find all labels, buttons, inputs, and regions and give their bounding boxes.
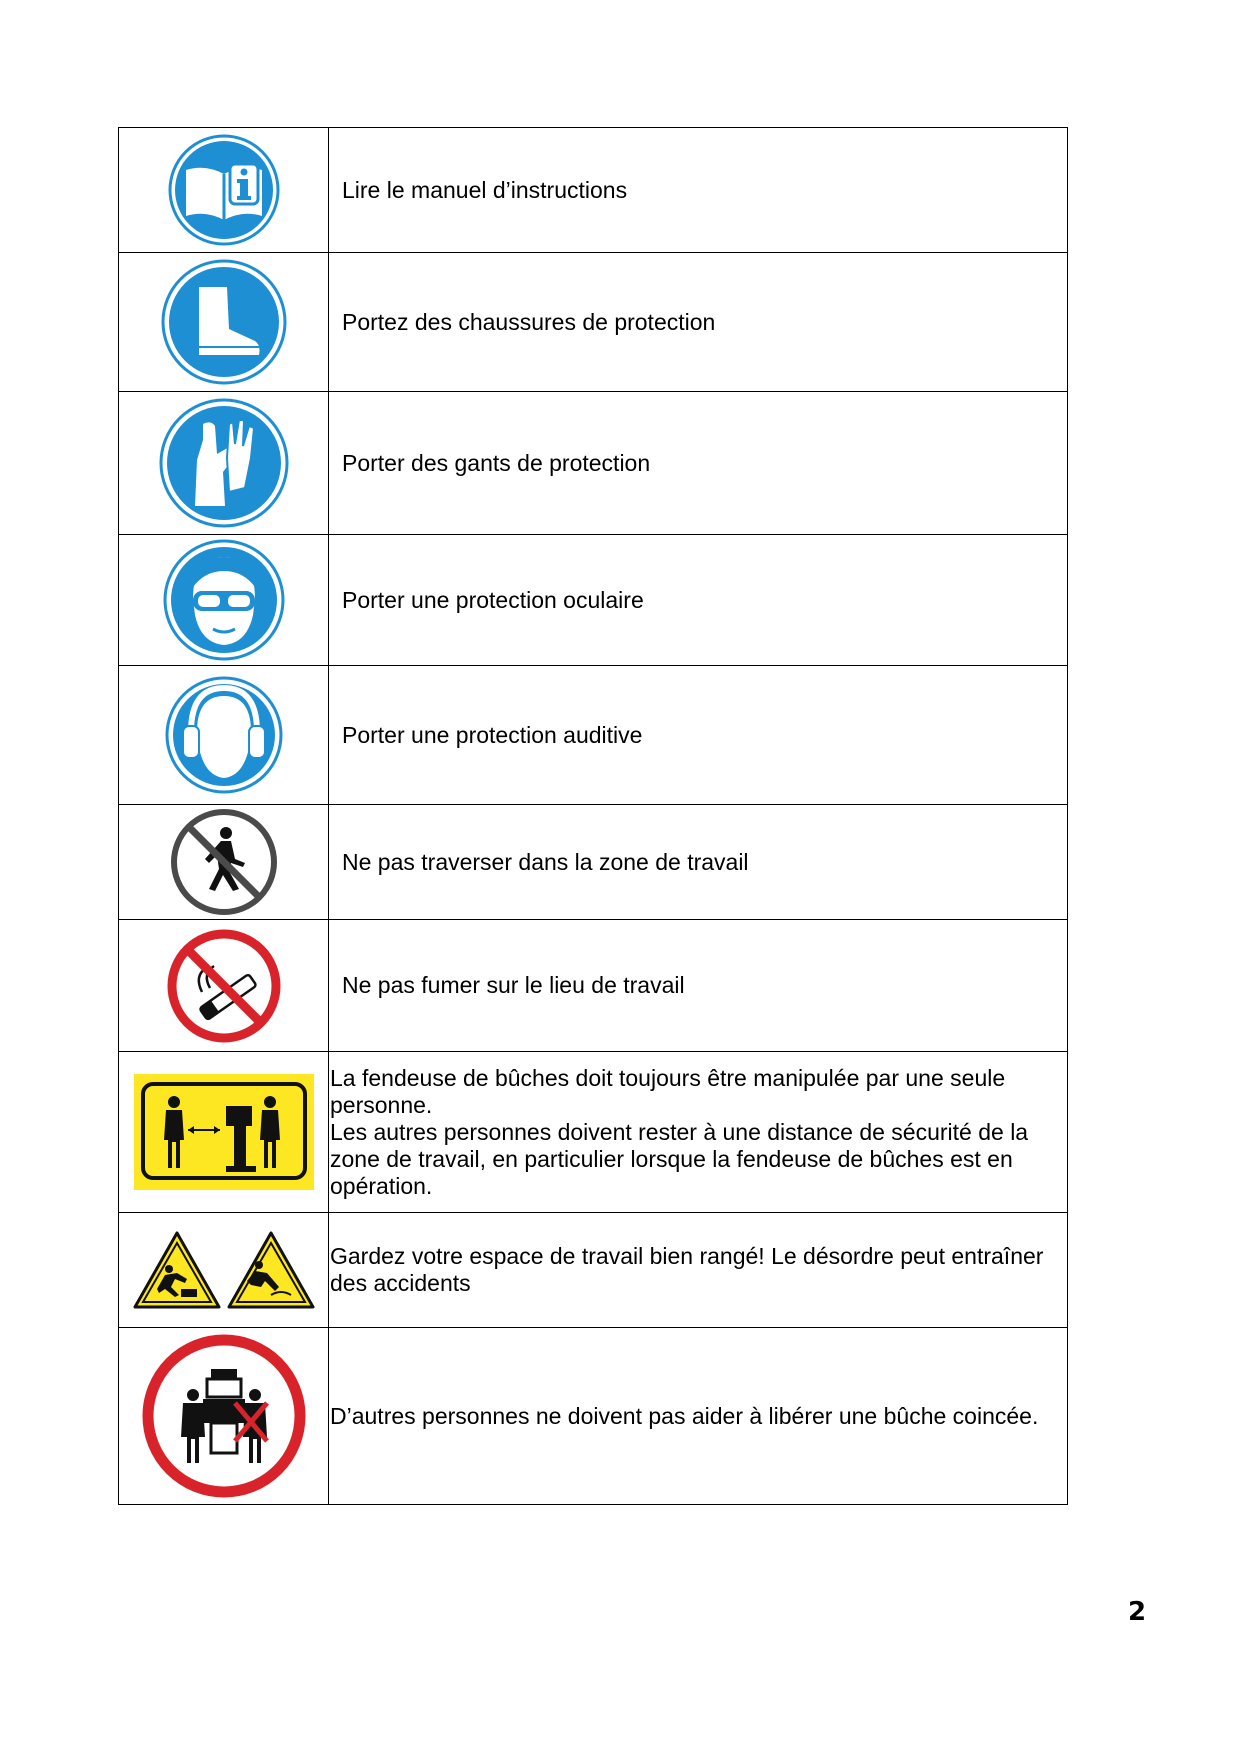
sign-icon-cell <box>119 535 329 666</box>
sign-description: Porter des gants de protection <box>329 392 1068 535</box>
page-number: 2 <box>1128 1597 1147 1627</box>
sign-row <box>119 1052 1068 1213</box>
sign-icon-cell <box>119 805 329 920</box>
single-operator-icon <box>134 1074 314 1190</box>
sign-row <box>119 920 1068 1052</box>
sign-icon-cell <box>119 666 329 805</box>
sign-row <box>119 253 1068 392</box>
eye-protection-icon <box>163 539 285 661</box>
sign-description: Porter une protection auditive <box>329 666 1068 805</box>
sign-description: Gardez votre espace de travail bien rangé! Le désordre peut entraîner des accidents <box>329 1213 1068 1328</box>
sign-row <box>119 392 1068 535</box>
sign-description: Ne pas fumer sur le lieu de travail <box>329 920 1068 1052</box>
sign-row <box>119 805 1068 920</box>
no-assistance-icon <box>141 1333 307 1499</box>
safety-signs-table <box>118 127 1068 1505</box>
no-smoking-icon <box>166 928 282 1044</box>
protective-gloves-icon <box>159 398 289 528</box>
sign-description <box>329 1052 1068 1213</box>
safety-boots-icon <box>161 259 287 385</box>
sign-row <box>119 1213 1068 1328</box>
sign-icon-cell <box>119 1052 329 1213</box>
sign-icon-cell <box>119 1328 329 1505</box>
sign-row <box>119 128 1068 253</box>
sign-icon-cell <box>119 392 329 535</box>
sign-icon-cell <box>119 920 329 1052</box>
sign-description: Portez des chaussures de protection <box>329 253 1068 392</box>
sign-icon-cell <box>119 253 329 392</box>
description-line: Les autres personnes doivent rester à une distance de sécurité de la zone de travail, en particulier lorsque la fendeuse de bûches est en opération. <box>330 1118 1029 1199</box>
sign-icon-cell <box>119 1213 329 1328</box>
sign-description: Lire le manuel d’instructions <box>329 128 1068 253</box>
description-line: La fendeuse de bûches doit toujours être manipulée par une seule personne. <box>330 1064 1006 1118</box>
sign-row <box>119 666 1068 805</box>
sign-description: D’autres personnes ne doivent pas aider à libérer une bûche coincée. <box>329 1328 1068 1505</box>
sign-icon-cell <box>119 128 329 253</box>
sign-description: Ne pas traverser dans la zone de travail <box>329 805 1068 920</box>
sign-row <box>119 1328 1068 1505</box>
read-manual-icon <box>168 134 280 246</box>
sign-description: Porter une protection oculaire <box>329 535 1068 666</box>
ear-protection-icon <box>165 676 283 794</box>
no-pedestrian-icon <box>171 809 277 915</box>
sign-row <box>119 535 1068 666</box>
trip-slip-hazard-icon <box>131 1229 317 1311</box>
